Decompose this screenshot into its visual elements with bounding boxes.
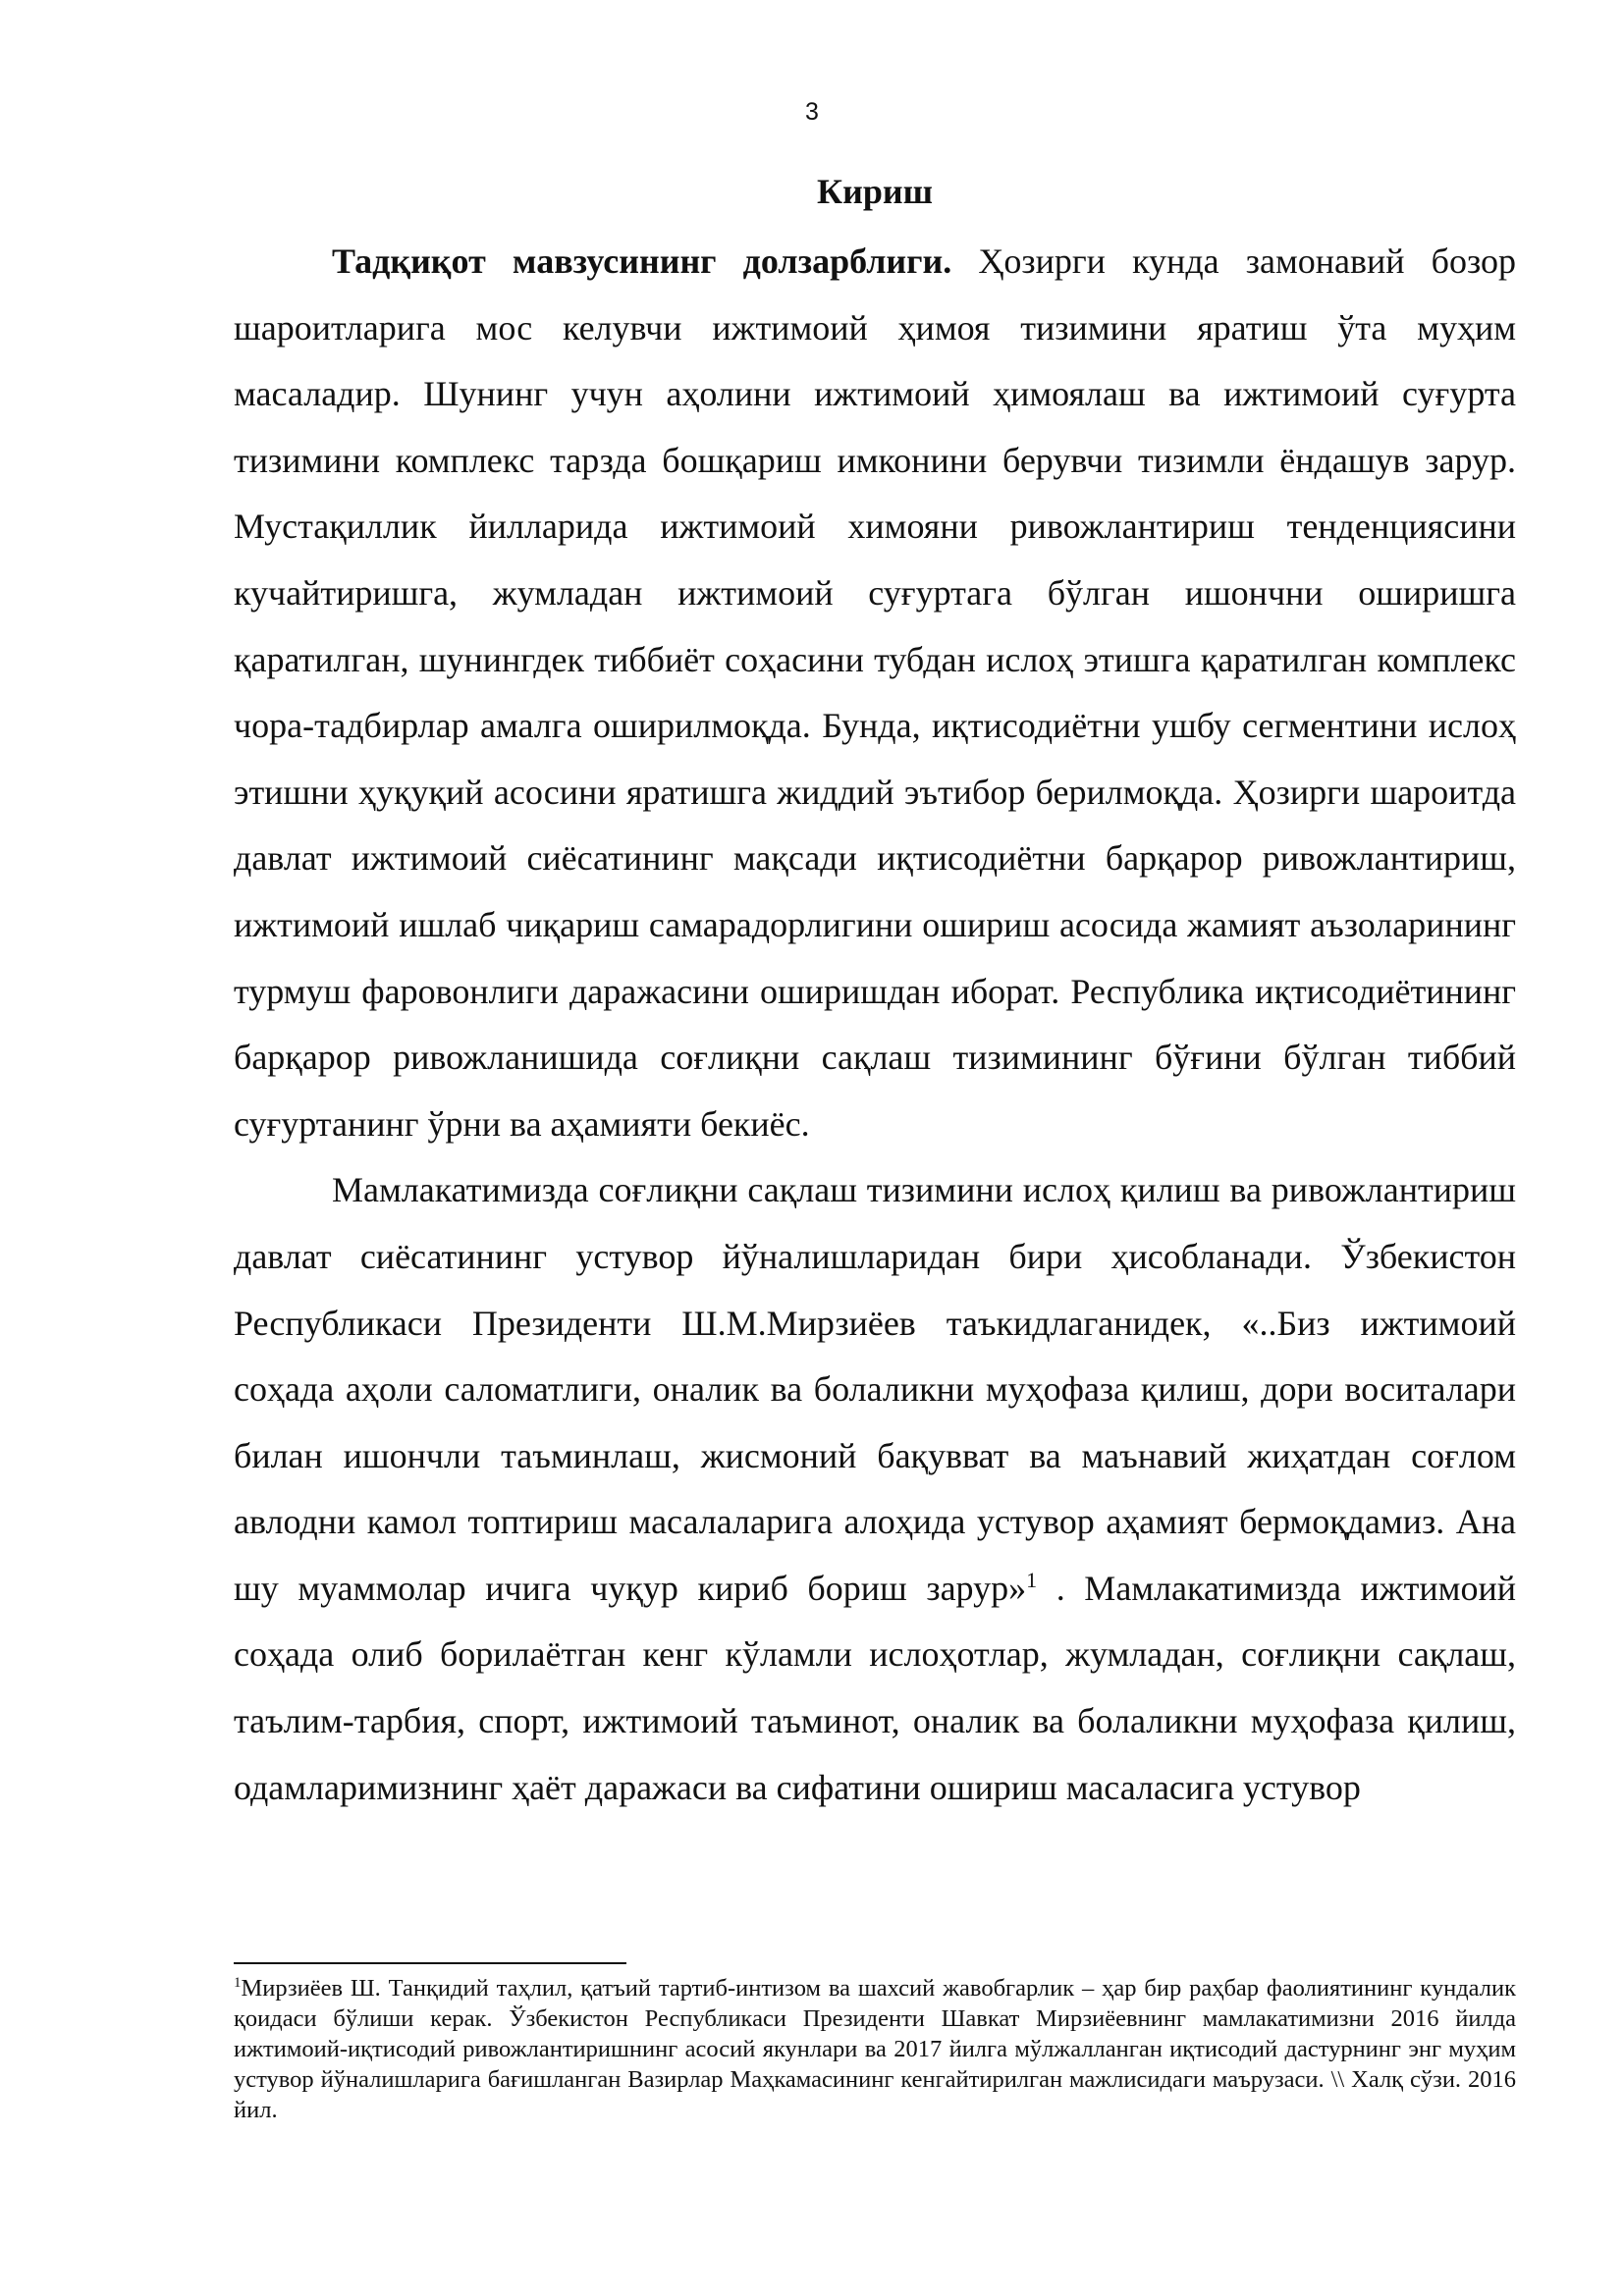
footnote-text: Мирзиёев Ш. Танқидий таҳлил, қатъий тартиб-интизом ва шахсий жавобгарлик – ҳар бир раҳбар фаолиятининг кундалик қоидаси бўлиши керак. Ўзбекистон Республикаси Президенти Шавкат Мирзиёевнинг мамлакатимизни 2016 йилда ижтимоий-иқтисодий ривожлантиришнинг асосий якунлари ва 2017 йилга мўлжалланган иқтисодий дастурнинг энг муҳим устувор йўналишларига бағишланган Вазирлар Маҳкамасининг кенгайтирилган мажлисидаги маърузаси. \\ Халқ сўзи. 2016 йил. [234,1975,1516,2123]
body-text [234,229,1516,1821]
footnote-mark: 1 [234,1974,242,1991]
paragraph-lead-title: Тадқиқот мавзусининг долзарблиги. [332,241,952,281]
paragraph-text: . Мамлакатимизда ижтимоий соҳада олиб борилаётган кенг кўламли ислоҳотлар, жумладан, соғлиқни сақлаш, таълим-тарбия, спорт, ижтимоий таъминот, оналик ва болаликни муҳофаза қилиш, одамларимизнинг ҳаёт даражаси ва сифатини ошириш масаласига устувор [234,1568,1516,1807]
footnote-separator [234,1962,626,1964]
paragraph-relevance [234,229,1516,1157]
paragraph-text: Ҳозирги кунда замонавий бозор шароитларига мос келувчи ижтимоий ҳимоя тизимини яратиш ўта муҳим масаладир. Шунинг учун аҳолини ижтимоий ҳимоялаш ва ижтимоий суғурта тизимини комплекс тарзда бошқариш имконини берувчи тизимли ёндашув зарур. Мустақиллик йилларида ижтимоий химояни ривожлантириш тенденциясини кучайтиришга, жумладан ижтимоий суғуртага бўлган ишончни оширишга қаратилган, шунингдек тиббиёт соҳасини тубдан ислоҳ этишга қаратилган комплекс чора-тадбирлар амалга оширилмоқда. Бунда, иқтисодиётни ушбу сегментини ислоҳ этишни ҳуқуқий асосини яратишга жиддий эътибор берилмоқда. Ҳозирги шароитда давлат ижтимоий сиёсатининг мақсади иқтисодиётни барқарор ривожлантириш, ижтимоий ишлаб чиқариш самарадорлигини ошириш асосида жамият аъзоларининг турмуш фаровонлиги даражасини оширишдан иборат. Республика иқтисодиётининг барқарор ривожланишида соғлиқни сақлаш тизимининг бўғини бўлган тиббий суғуртанинг ўрни ва аҳамияти бекиёс. [234,241,1517,1144]
footnote [234,1973,1516,2125]
paragraph-healthcare-reform [234,1157,1516,1821]
footnote-text-block [234,1973,1516,2125]
section-heading: Кириш [816,172,933,211]
footnote-reference[interactable]: 1 [1026,1567,1038,1592]
paragraph-text: Мамлакатимизда соғлиқни сақлаш тизимини ислоҳ қилиш ва ривожлантириш давлат сиёсатининг устувор йўналишларидан бири ҳисобланади. Ўзбекистон Республикаси Президенти Ш.М.Мирзиёев таъкидлаганидек, «..Биз ижтимоий соҳада аҳоли саломатлиги, оналик ва болаликни муҳофаза қилиш, дори воситалари билан ишончли таъминлаш, жисмоний бақувват ва маънавий жиҳатдан соғлом авлодни камол топтириш масалаларига алоҳида устувор аҳамият бермоқдамиз. Ана шу муаммолар ичига чуқур кириб бориш зарур» [234,1170,1516,1608]
page-number: 3 [805,98,819,126]
